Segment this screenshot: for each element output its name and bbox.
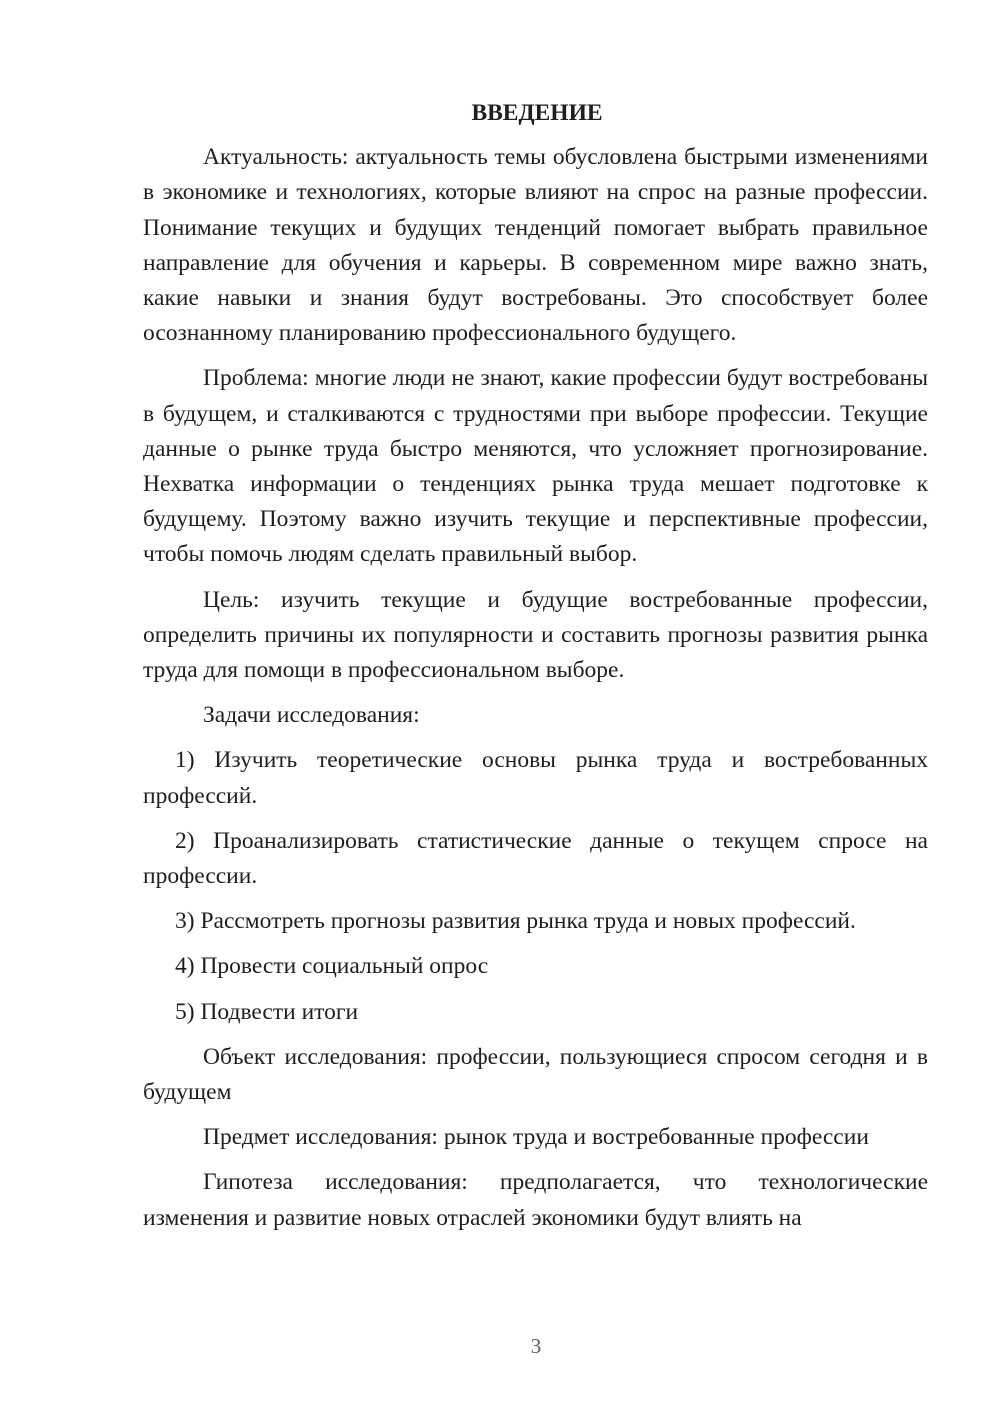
list-item: 1) Изучить теоретические основы рынка труда и востребованных профессий.: [143, 747, 928, 809]
subject-paragraph: Предмет исследования: рынок труда и востребованные профессии: [203, 1124, 869, 1151]
list-item: 3) Рассмотреть прогнозы развития рынка труда и новых профессий.: [175, 908, 856, 935]
list-item: 2) Проанализировать статистические данные о текущем спросе на профессии.: [143, 827, 928, 890]
page-body: [143, 96, 928, 1246]
tasks-list: [143, 743, 928, 1029]
tasks-heading: Задачи исследования:: [203, 702, 420, 729]
relevance-paragraph: Актуальность: актуальность темы обусловлена быстрыми изменениями в экономике и технологиях, которые влияют на спрос на разные профессии. Понимание текущих и будущих тенденций помогает выбрать правильное направление для обучения и карьеры. В современном мире важно знать, какие навыки и знания будут востребованы. Это способствует более осознанному планированию профессионального будущего.: [143, 144, 928, 347]
list-item: 4) Провести социальный опрос: [175, 953, 489, 980]
section-heading: ВВЕДЕНИЕ: [471, 100, 603, 126]
goal-paragraph: Цель: изучить текущие и будущие востребованные профессии, определить причины их популярности и составить прогнозы развития рынка труда для помощи в профессиональном выборе.: [143, 586, 928, 684]
page-number: 3: [530, 1334, 542, 1358]
hypothesis-paragraph: Гипотеза исследования: предполагается, что технологические изменения и развитие новых отраслей экономики будут влиять на: [143, 1169, 928, 1231]
object-paragraph: Объект исследования: профессии, пользующиеся спросом сегодня и в будущем: [143, 1043, 928, 1106]
problem-paragraph: Проблема: многие люди не знают, какие профессии будут востребованы в будущем, и сталкиваются с трудностями при выборе профессии. Текущие данные о рынке труда быстро меняются, что усложняет прогнозирование. Нехватка информации о тенденциях рынка труда мешает подготовке к будущему. Поэтому важно изучить текущие и перспективные профессии, чтобы помочь людям сделать правильный выбор.: [143, 365, 928, 568]
list-item: 5) Подвести итоги: [175, 998, 359, 1025]
